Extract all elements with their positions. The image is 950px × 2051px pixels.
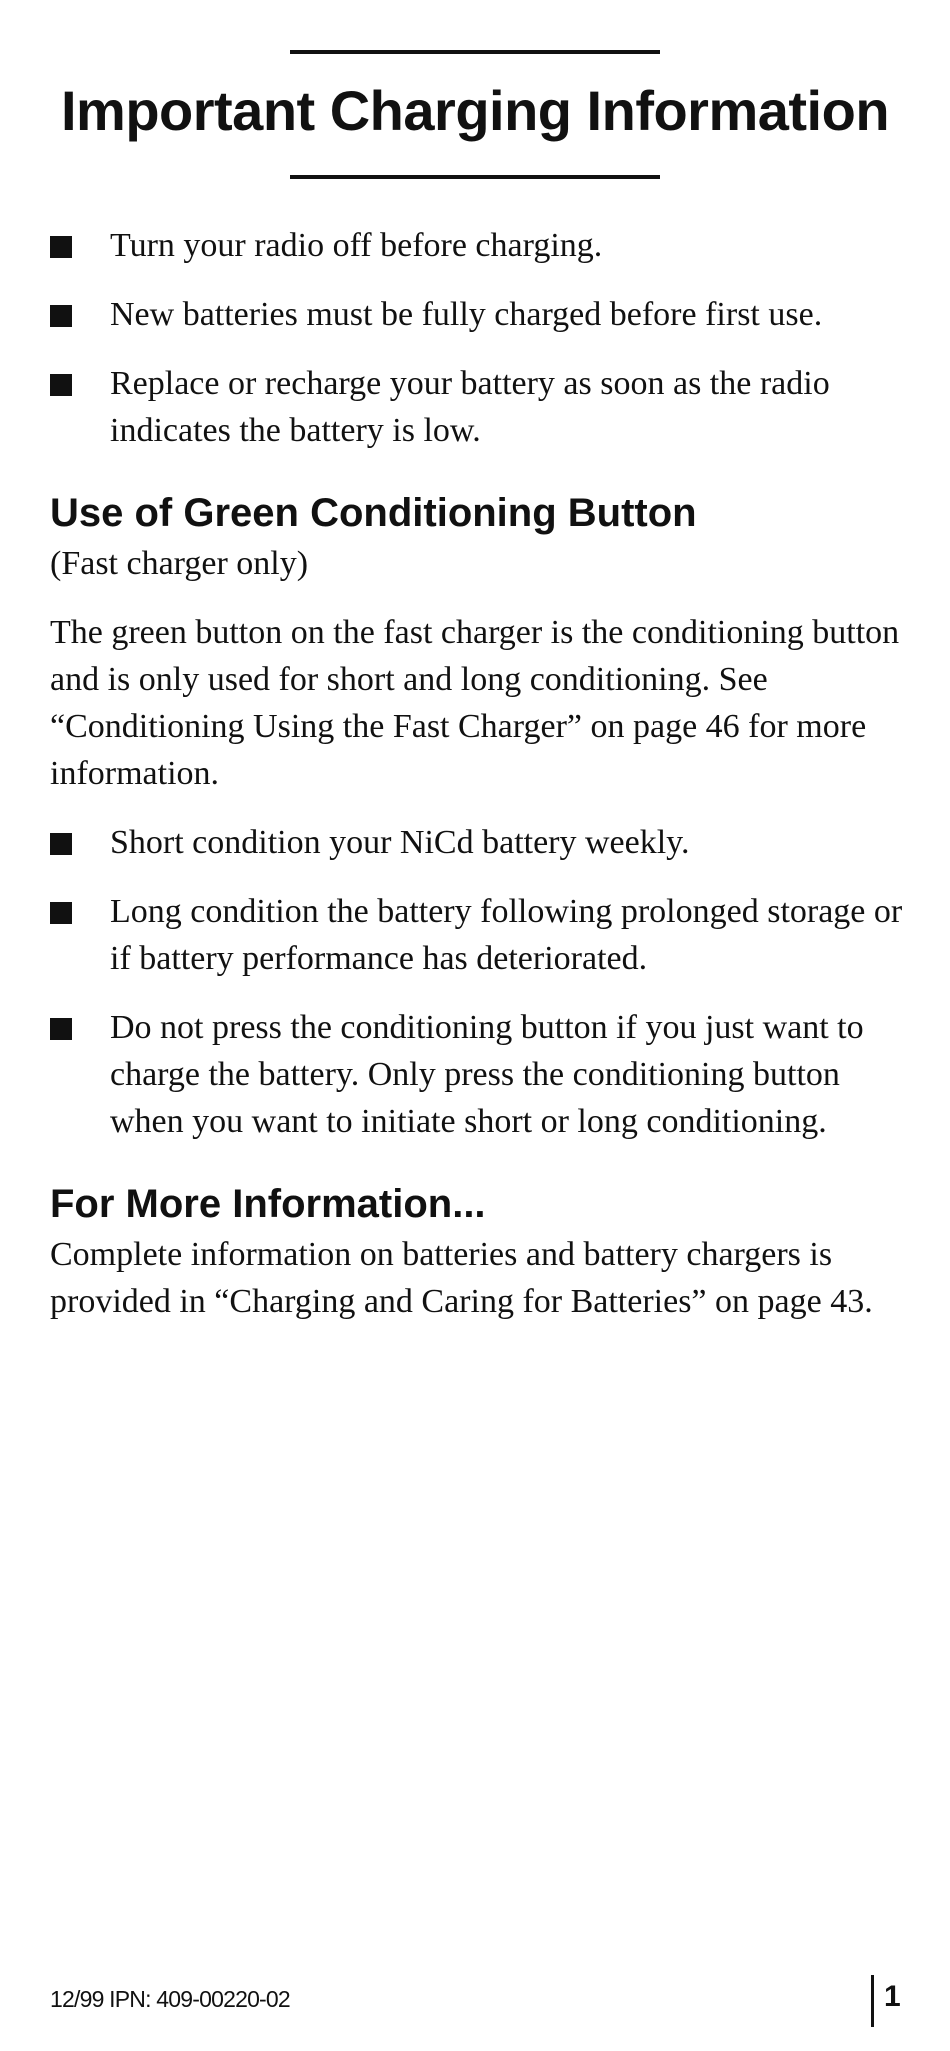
intro-bullet-list <box>50 222 910 454</box>
document-id: 12/99 IPN: 409-00220-02 <box>50 1986 290 2012</box>
more-info-heading: For More Information... <box>50 1182 486 1226</box>
conditioning-heading: Use of Green Conditioning Button <box>50 491 697 535</box>
title-rule-top <box>290 50 660 54</box>
list-item-text: Long condition the battery following prolonged storage or if battery performance has deteriorated. <box>110 893 903 977</box>
conditioning-bullet-list <box>50 819 910 1145</box>
content <box>50 222 910 1347</box>
list-item-text: Do not press the conditioning button if you just want to charge the battery. Only press the conditioning button when you want to initiate short or long conditioning. <box>110 1009 864 1140</box>
square-bullet-icon <box>50 902 72 924</box>
list-item <box>50 360 910 454</box>
title-rule-bottom <box>290 175 660 179</box>
square-bullet-icon <box>50 1018 72 1040</box>
square-bullet-icon <box>50 833 72 855</box>
list-item-text: Short condition your NiCd battery weekly. <box>110 824 690 861</box>
list-item <box>50 291 910 338</box>
page-number-divider <box>871 1975 874 2027</box>
conditioning-paragraph: The green button on the fast charger is the conditioning button and is only used for short and long conditioning. See “Conditioning Using the Fast Charger” on page 46 for more information. <box>50 614 900 792</box>
list-item <box>50 1004 910 1145</box>
page-number: 1 <box>884 1980 901 2013</box>
list-item <box>50 222 910 269</box>
list-item-text: New batteries must be fully charged before first use. <box>110 296 823 333</box>
square-bullet-icon <box>50 374 72 396</box>
list-item <box>50 888 910 982</box>
list-item-text: Replace or recharge your battery as soon as the radio indicates the battery is low. <box>110 365 830 449</box>
page-title: Important Charging Information <box>60 79 890 142</box>
list-item-text: Turn your radio off before charging. <box>110 227 603 264</box>
list-item <box>50 819 910 866</box>
square-bullet-icon <box>50 305 72 327</box>
square-bullet-icon <box>50 236 72 258</box>
more-info-paragraph: Complete information on batteries and battery chargers is provided in “Charging and Caring for Batteries” on page 43. <box>50 1236 873 1320</box>
conditioning-subheading: (Fast charger only) <box>50 545 309 582</box>
